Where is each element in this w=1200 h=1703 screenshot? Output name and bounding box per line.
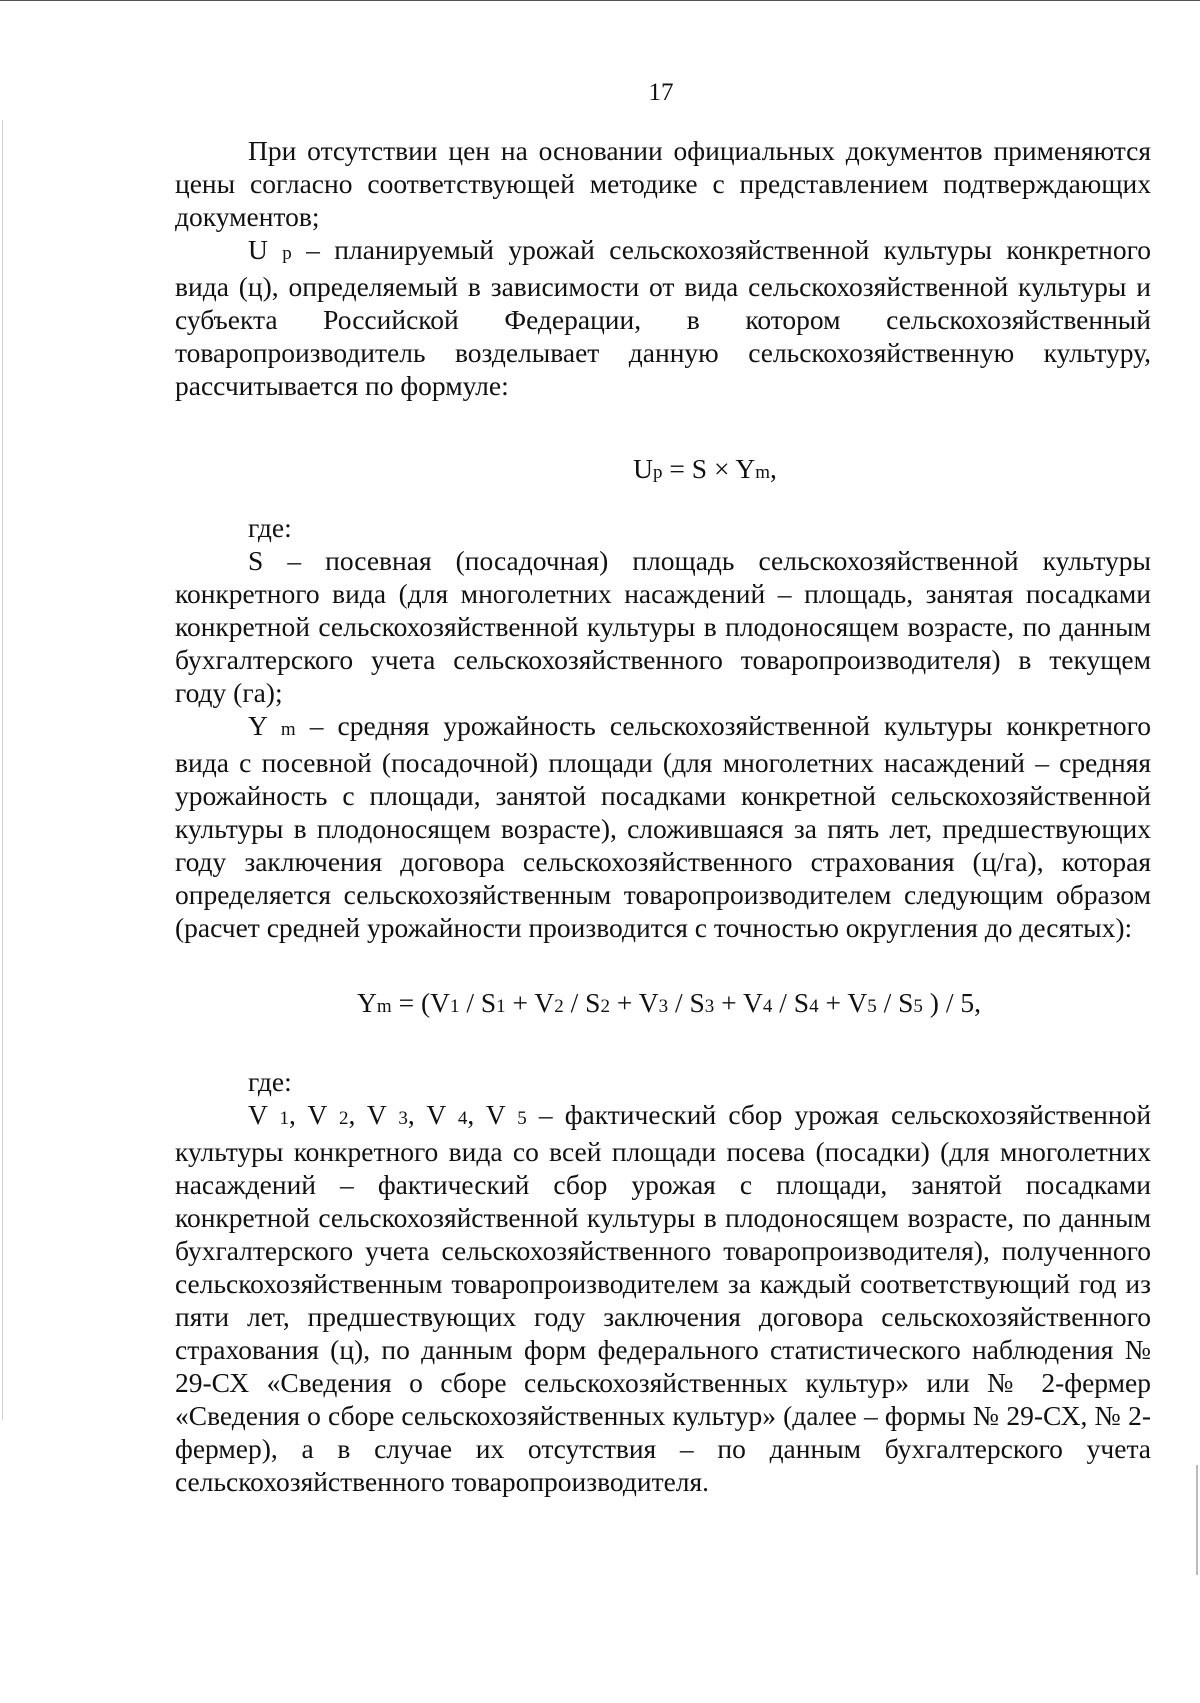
formula-subscript: 4 (809, 996, 819, 1017)
symbol-subscript: 1 (279, 1108, 289, 1129)
paragraph-sown-area: S – посевная (посадочная) площадь сельскохозяйственной культуры конкретного вида (для многолетних насаждений – площадь, занятая посадками конкретной сельскохозяйственной культуры в плодоносящем возрасте, по данным бухгалтерского учета сельскохозяйственного товаропроизводителя) в текущем году (га); (175, 545, 1151, 708)
symbol-V: V (248, 1099, 268, 1130)
top-border-line (0, 0, 1200, 1)
formula-subscript: p (653, 462, 663, 483)
symbol-subscript: р (282, 243, 292, 264)
formula-subscript: 1 (496, 996, 506, 1017)
where-label: где: (248, 512, 292, 543)
symbol-subscript: m (280, 719, 296, 740)
symbol-Y: Y (248, 710, 267, 741)
symbol-V: , V (348, 1099, 387, 1130)
formula-subscript: 4 (762, 996, 773, 1017)
formula-subscript: m (755, 462, 770, 483)
formula-term: , (769, 453, 777, 484)
symbol-U: U (248, 234, 268, 265)
formula-term: ) / 5, (922, 987, 981, 1018)
formula-term: / S (772, 987, 810, 1018)
document-body (175, 134, 1151, 1498)
where-label: где: (248, 1066, 292, 1097)
paragraph-text: – планируемый урожай сельскохозяйственной культуры конкретного вида (ц), определяемый в зависимости от вида сельскохозяйственной культуры и субъекта Российской Федерации, в котором сельскохозяйственный товаропроизводитель возделывает данную сельскохозяйственную культуру, рассчитывается по формуле: (175, 234, 1151, 401)
formula-term: Y (357, 987, 377, 1018)
formula-term: + V (818, 987, 868, 1018)
formula-term: + V (609, 987, 659, 1018)
formula-term: = S × Y (662, 453, 756, 484)
formula-term: / S (876, 987, 914, 1018)
symbol-V: , V (288, 1099, 327, 1130)
formula-term: U (633, 453, 654, 484)
symbol-V: , V (407, 1099, 446, 1130)
formula-term: = (V (391, 987, 450, 1018)
formula-subscript: 2 (554, 996, 564, 1017)
symbol-subscript: 4 (457, 1108, 468, 1129)
formula-term: / S (668, 987, 705, 1018)
paragraph-prices: При отсутствии цен на основании официальных документов применяются цены согласно соответствующей методике с представлением подтверждающих документов; (175, 135, 1151, 232)
paragraph-average-yield (175, 709, 1151, 944)
symbol-subscript: 5 (517, 1108, 527, 1129)
paragraph-planned-yield (175, 233, 1151, 402)
formula-term: / S (563, 987, 601, 1018)
formula-average-yield (175, 986, 1151, 1023)
paragraph-text: – фактический сбор урожая сельскохозяйственной культуры конкретного вида со всей площади посева (посадки) (для многолетних насаждений – фактический сбор урожая с площади, занятой посадками конкретной сельскохозяйственной культуры в плодоносящем возрасте, по данным бухгалтерского учета сельскохозяйственного товаропроизводителя), полученного сельскохозяйственным товаропроизводителем за каждый соответствующий год из пяти лет, предшествующих году заключения договора сельскохозяйственного страхования (ц), по данным форм федерального статистического наблюдения № 29-СХ «Сведения о сборе сельскохозяйственных культур» или № 2-фермер «Сведения о сборе сельскохозяйственных культур» (далее – формы № 29-СХ, № 2-фермер), а в случае их отсутствия – по данным бухгалтерского учета сельскохозяйственного товаропроизводителя. (175, 1099, 1152, 1497)
page-number: 17 (648, 79, 674, 106)
formula-subscript: 5 (913, 996, 923, 1017)
formula-subscript: 1 (449, 996, 460, 1017)
symbol-subscript: 3 (398, 1108, 408, 1129)
formula-planned-yield (175, 452, 1151, 489)
paragraph-text: – средняя урожайность сельскохозяйственной культуры конкретного вида с посевной (посадочной) площади (для многолетних насаждений – средняя урожайность с площади, занятой посадками конкретной сельскохозяйственной культуры в плодоносящем возрасте), сложившаяся за пять лет, предшествующих году заключения договора сельскохозяйственного страхования (ц/га), которая определяется сельскохозяйственным товаропроизводителем следующим образом (расчет средней урожайности производится с точностью округления до десятых): (175, 710, 1152, 943)
formula-subscript: m (376, 996, 392, 1017)
formula-term: + V (505, 987, 555, 1018)
symbol-V: , V (467, 1099, 506, 1130)
scan-mark-left (2, 120, 3, 1420)
scan-mark-right (1196, 1465, 1198, 1575)
formula-subscript: 5 (867, 996, 877, 1017)
formula-subscript: 3 (704, 996, 715, 1017)
formula-term: + V (714, 987, 763, 1018)
formula-term: / S (459, 987, 497, 1018)
formula-subscript: 2 (600, 996, 610, 1017)
formula-subscript: 3 (658, 996, 669, 1017)
paragraph-actual-harvest (175, 1098, 1151, 1498)
symbol-subscript: 2 (338, 1108, 349, 1129)
